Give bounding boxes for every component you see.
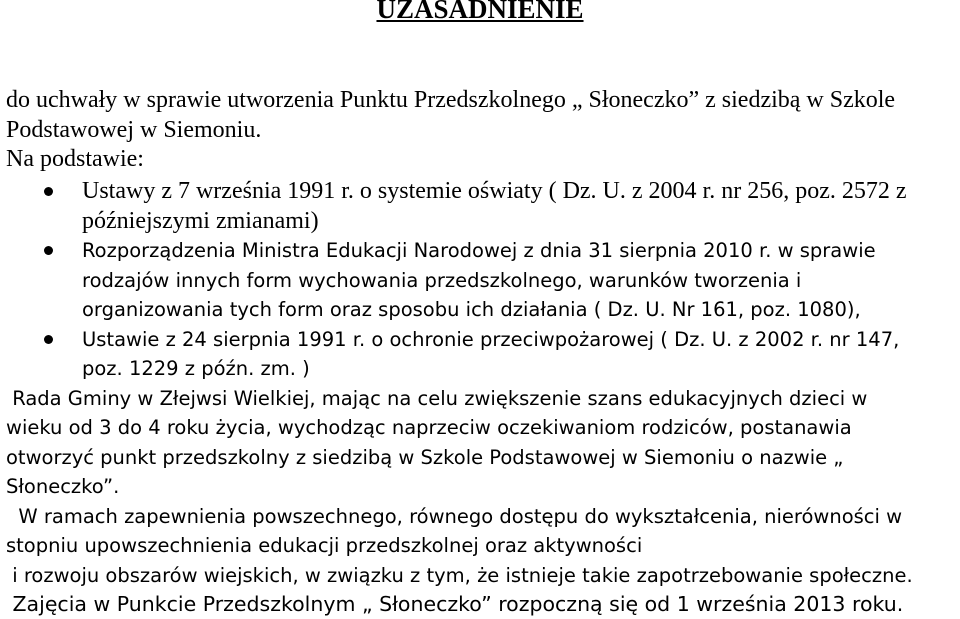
list-item — [0, 177, 960, 236]
list-item-line: Ustawie z 24 sierpnia 1991 r. o ochronie przeciwpożarowej ( Dz. U. z 2002 r. nr 147, — [82, 327, 900, 351]
paragraph-line: stopniu upowszechnienia edukacji przedszkolnej oraz aktywności — [6, 534, 643, 558]
paragraph — [6, 502, 956, 561]
paragraph-line: wieku od 3 do 4 roku życia, wychodząc naprzeciw oczekiwaniom rodziców, postanawia — [6, 416, 852, 440]
list-item-line: organizowania tych form oraz sposobu ich działania ( Dz. U. Nr 161, poz. 1080), — [82, 298, 861, 321]
paragraph-line: i rozwoju obszarów wiejskich, w związku z tym, że istnieje takie zapotrzebowanie społeczne. — [6, 564, 913, 587]
list-item-line: poz. 1229 z późn. zm. ) — [82, 357, 310, 380]
intro-line: do uchwały w sprawie utworzenia Punktu Przedszkolnego „ Słoneczko” z siedzibą w Szkole — [6, 87, 896, 113]
paragraph — [6, 561, 956, 590]
legal-basis-list — [0, 177, 960, 384]
intro-block — [6, 86, 954, 175]
bullet-icon — [44, 335, 53, 344]
document-title: UZASADNIENIE — [376, 0, 584, 24]
paragraph-line: Zajęcia w Punkcie Przedszkolnym „ Słoneczko” rozpoczną się od 1 września 2013 roku. — [6, 592, 904, 616]
list-item — [0, 325, 960, 384]
paragraph-line: W ramach zapewnienia powszechnego, równego dostępu do wykształcenia, nierówności w — [6, 505, 903, 528]
paragraph — [6, 590, 956, 619]
paragraph — [6, 384, 956, 501]
paragraph-line: Rada Gminy w Złejwsi Wielkiej, mając na celu zwiększenie szans edukacyjnych dzieci w — [6, 387, 868, 410]
paragraph-line: otworzyć punkt przedszkolny z siedzibą w Szkole Podstawowej w Siemoniu o nazwie „ — [6, 445, 844, 469]
bullet-icon — [44, 187, 53, 196]
intro-line: Podstawowej w Siemoniu. — [6, 116, 262, 143]
list-item-line: późniejszymi zmianami) — [82, 207, 319, 234]
list-item-line: Ustawy z 7 września 1991 r. o systemie oświaty ( Dz. U. z 2004 r. nr 256, poz. 2572 z — [82, 178, 907, 204]
paragraph-line: Słoneczko”. — [6, 474, 120, 498]
list-item-line: rodzajów innych form wychowania przedszkolnego, warunków tworzenia i — [82, 268, 802, 292]
list-item-line: Rozporządzenia Ministra Edukacji Narodowej z dnia 31 sierpnia 2010 r. w sprawie — [82, 239, 876, 262]
list-item — [0, 236, 960, 325]
intro-line: Na podstawie: — [6, 146, 144, 172]
bullet-icon — [44, 246, 53, 255]
